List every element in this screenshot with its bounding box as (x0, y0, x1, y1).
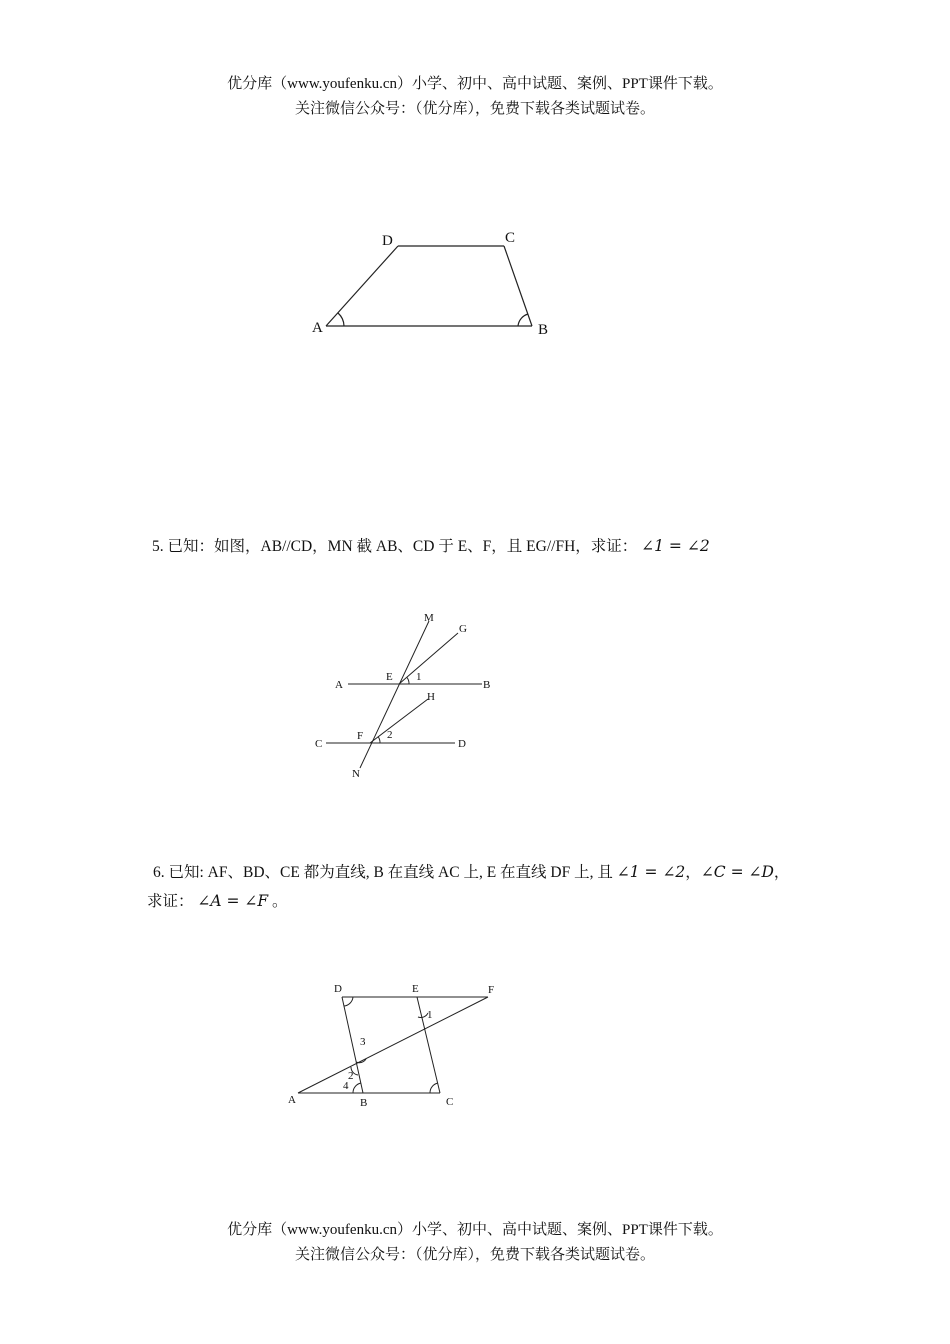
label-c: C (505, 230, 516, 246)
label-e: E (386, 671, 393, 683)
label-f: F (488, 984, 495, 996)
label-b: B (538, 322, 549, 338)
label-b: B (483, 679, 491, 691)
label-b: B (360, 1097, 368, 1109)
angle-c-arc (430, 1083, 438, 1093)
label-2: 2 (348, 1070, 354, 1082)
label-4: 4 (343, 1080, 349, 1092)
problem-6-end-a: ， (773, 864, 790, 881)
problem-6-math-a: ∠1 = ∠2 (616, 863, 686, 881)
angle-b-arc (518, 314, 528, 326)
trapezoid-figure (300, 220, 580, 350)
angle-a-arc (338, 313, 344, 326)
problem-6-math-b: ∠C = ∠D (700, 863, 774, 881)
label-h: H (427, 691, 435, 703)
problem-5 (152, 532, 710, 561)
segment-ad (326, 246, 398, 326)
label-a: A (312, 320, 323, 336)
footer-line-1: 优分库（www.youfenku.cn）小学、初中、高中试题、案例、PPT课件下载。 (227, 1222, 723, 1238)
footer-line-2: 关注微信公众号：（优分库），免费下载各类试题试卷。 (294, 1247, 655, 1263)
problem-6-line-2 (147, 887, 827, 916)
label-1: 1 (427, 1009, 433, 1021)
label-m: M (424, 612, 434, 624)
label-3: 3 (360, 1036, 366, 1048)
problem-5-text: 5. 已知：如图，AB//CD，MN 截 AB、CD 于 E、F，且 EG//FH，求证： (152, 538, 638, 555)
parallel-lines-figure (310, 605, 510, 785)
label-f: F (357, 730, 364, 742)
label-c: C (315, 738, 323, 750)
label-n: N (352, 768, 360, 780)
label-d: D (334, 983, 342, 995)
angle-1-arc (407, 678, 409, 685)
problem-6-sep: ， (685, 864, 701, 881)
problem-6-text-b: 求证： (147, 893, 194, 910)
problem-6-math-c: ∠A = ∠F (197, 892, 269, 910)
label-d: D (382, 233, 393, 249)
line-af (298, 997, 488, 1093)
line-fh (370, 699, 428, 743)
angle-2-arc (378, 737, 380, 744)
problem-6-line-1 (147, 858, 827, 887)
header-line-2: 关注微信公众号：（优分库），免费下载各类试题试卷。 (294, 101, 655, 117)
angle-d-arc (344, 997, 353, 1006)
label-c: C (446, 1096, 454, 1108)
problem-6 (147, 858, 827, 916)
problem-6-end-b: 。 (268, 893, 288, 910)
label-e: E (412, 983, 419, 995)
line-eg (399, 633, 458, 684)
label-d: D (458, 738, 466, 750)
label-a: A (288, 1094, 296, 1106)
label-2: 2 (387, 729, 393, 741)
problem-6-text-a: 6. 已知: AF、BD、CE 都为直线, B 在直线 AC 上, E 在直线 DF 上, 且 (153, 864, 613, 881)
angle-4-arc (353, 1083, 361, 1093)
label-1: 1 (416, 671, 422, 683)
label-a: A (335, 679, 343, 691)
header-line-1: 优分库（www.youfenku.cn）小学、初中、高中试题、案例、PPT课件下载。 (227, 76, 723, 92)
line-mn (360, 621, 429, 768)
problem-5-math: ∠1 = ∠2 (641, 537, 710, 555)
transversal-figure (280, 975, 510, 1115)
label-g: G (459, 623, 467, 635)
